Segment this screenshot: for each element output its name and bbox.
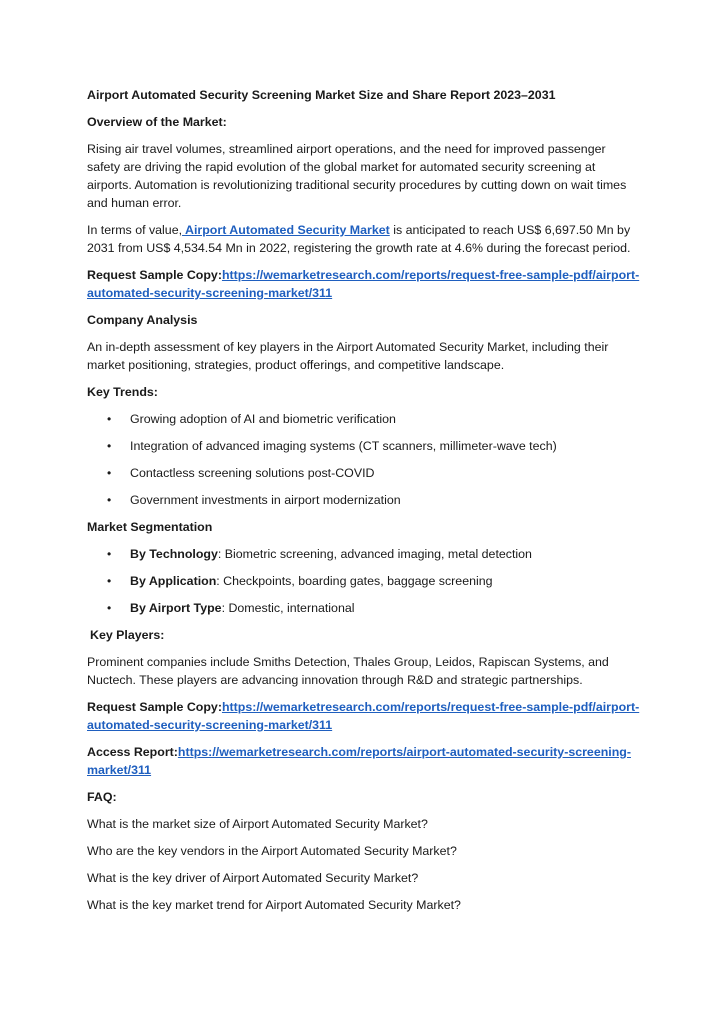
- bullet-icon: •: [107, 547, 112, 561]
- trend-text: Growing adoption of AI and biometric verification: [130, 412, 396, 426]
- bullet-icon: •: [107, 493, 112, 507]
- access-report-line: [87, 743, 640, 779]
- segment-text: : Checkpoints, boarding gates, baggage screening: [216, 574, 493, 588]
- access-report-link[interactable]: https://wemarketresearch.com/reports/airport-automated-security-screening-market/311: [87, 745, 631, 777]
- key-players-heading: Key Players:: [90, 628, 165, 642]
- trend-text: Contactless screening solutions post-COVID: [130, 466, 375, 480]
- segment-text: : Biometric screening, advanced imaging, metal detection: [217, 547, 532, 561]
- segment-label: By Application: [130, 574, 217, 588]
- list-item: [107, 572, 640, 590]
- faq-question: What is the market size of Airport Automated Security Market?: [87, 817, 428, 831]
- segment-label: By Airport Type: [130, 601, 222, 615]
- request-sample-line-2: [87, 698, 640, 734]
- overview-heading: Overview of the Market:: [87, 115, 227, 129]
- list-item: [107, 464, 640, 482]
- segmentation-heading: Market Segmentation: [87, 520, 213, 534]
- list-item: [107, 410, 640, 428]
- access-report-label: Access Report:: [87, 745, 178, 759]
- key-trends-list: [87, 410, 640, 509]
- segment-label: By Technology: [130, 547, 218, 561]
- bullet-icon: •: [107, 466, 112, 480]
- trend-text: Government investments in airport modernization: [130, 493, 401, 507]
- key-players-paragraph: Prominent companies include Smiths Detection, Thales Group, Leidos, Rapiscan Systems, and Nuctech. These players are advancing innovation through R&D and strategic partnerships.: [87, 655, 609, 687]
- bullet-icon: •: [107, 439, 112, 453]
- segmentation-list: [87, 545, 640, 617]
- company-analysis-heading: Company Analysis: [87, 313, 198, 327]
- market-link[interactable]: Airport Automated Security Market: [182, 223, 390, 237]
- faq-question: Who are the key vendors in the Airport Automated Security Market?: [87, 844, 457, 858]
- request-sample-link-2[interactable]: https://wemarketresearch.com/reports/request-free-sample-pdf/airport-automated-security-screening-market/311: [87, 700, 640, 732]
- overview-paragraph-1: Rising air travel volumes, streamlined airport operations, and the need for improved passenger safety are driving the rapid evolution of the global market for automated security screening at airports. Automation is revolutionizing traditional security procedures by cutting down on wait times and human error.: [87, 142, 627, 210]
- request-sample-link-1[interactable]: https://wemarketresearch.com/reports/request-free-sample-pdf/airport-automated-security-screening-market/311: [87, 268, 640, 300]
- list-item: [107, 437, 640, 455]
- faq-heading: FAQ:: [87, 790, 117, 804]
- list-item: [107, 491, 640, 509]
- company-analysis-paragraph: An in-depth assessment of key players in the Airport Automated Security Market, including their market positioning, strategies, product offerings, and competitive landscape.: [87, 340, 609, 372]
- trend-text: Integration of advanced imaging systems (CT scanners, millimeter-wave tech): [130, 439, 557, 453]
- bullet-icon: •: [107, 574, 112, 588]
- faq-question: What is the key market trend for Airport Automated Security Market?: [87, 898, 461, 912]
- overview-paragraph-2-lead: In terms of value,: [87, 223, 183, 237]
- segment-text: : Domestic, international: [221, 601, 355, 615]
- request-sample-line-1: [87, 266, 640, 302]
- list-item: [107, 545, 640, 563]
- bullet-icon: •: [107, 412, 112, 426]
- document-title: Airport Automated Security Screening Market Size and Share Report 2023–2031: [87, 88, 556, 102]
- overview-paragraph-2-rest: is anticipated to reach US$ 6,697.50 Mn by 2031 from US$ 4,534.54 Mn in 2022, registering the growth rate at 4.6% during the forecast period.: [87, 223, 631, 255]
- request-sample-label-2: Request Sample Copy:: [87, 700, 222, 714]
- request-sample-label-1: Request Sample Copy:: [87, 268, 222, 282]
- key-trends-heading: Key Trends:: [87, 385, 158, 399]
- faq-question: What is the key driver of Airport Automated Security Market?: [87, 871, 419, 885]
- bullet-icon: •: [107, 601, 112, 615]
- list-item: [107, 599, 640, 617]
- overview-paragraph-2: [87, 221, 640, 257]
